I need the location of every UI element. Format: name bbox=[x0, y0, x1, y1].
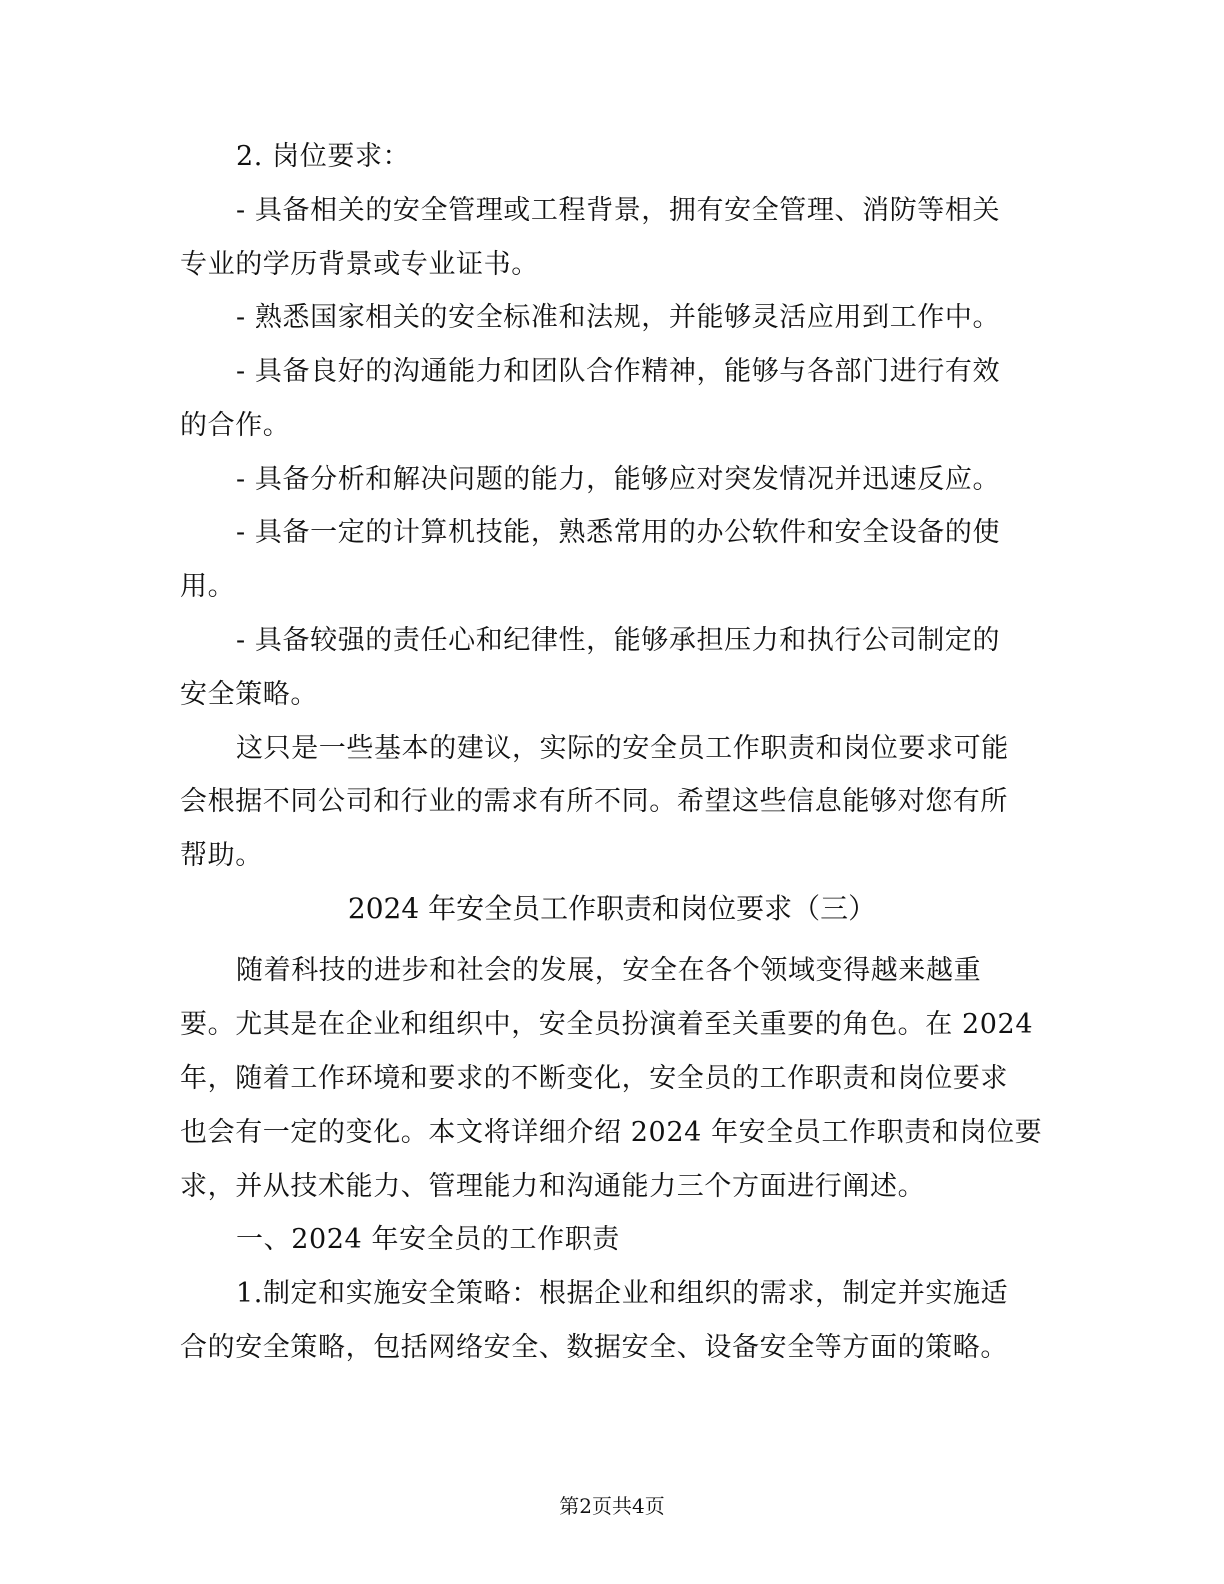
paragraph-line: 的合作。 bbox=[180, 410, 291, 441]
paragraph-line: - 熟悉国家相关的安全标准和法规，并能够灵活应用到工作中。 bbox=[236, 302, 1001, 333]
page-number-footer: 第2页共4页 bbox=[559, 1494, 665, 1518]
paragraph-line: 要。尤其是在企业和组织中，安全员扮演着至关重要的角色。在 2024 bbox=[180, 1009, 1034, 1040]
paragraph-line: - 具备一定的计算机技能，熟悉常用的办公软件和安全设备的使 bbox=[236, 517, 1001, 548]
paragraph-line: 合的安全策略，包括网络安全、数据安全、设备安全等方面的策略。 bbox=[180, 1332, 1008, 1363]
paragraph-line: 也会有一定的变化。本文将详细介绍 2024 年安全员工作职责和岗位要 bbox=[180, 1117, 1043, 1148]
paragraph-line: - 具备良好的沟通能力和团队合作精神，能够与各部门进行有效 bbox=[236, 356, 1001, 387]
paragraph-line: 求，并从技术能力、管理能力和沟通能力三个方面进行阐述。 bbox=[180, 1171, 926, 1202]
paragraph-line: 专业的学历背景或专业证书。 bbox=[180, 249, 539, 280]
paragraph-line: 随着科技的进步和社会的发展，安全在各个领域变得越来越重 bbox=[236, 955, 982, 986]
paragraph-line: 用。 bbox=[180, 571, 236, 602]
subsection-heading: 一、2024 年安全员的工作职责 bbox=[236, 1224, 620, 1255]
paragraph-line: 这只是一些基本的建议，实际的安全员工作职责和岗位要求可能 bbox=[236, 733, 1009, 764]
paragraph-line: 安全策略。 bbox=[180, 679, 318, 710]
paragraph-line: - 具备相关的安全管理或工程背景，拥有安全管理、消防等相关 bbox=[236, 195, 1001, 226]
paragraph-line: 会根据不同公司和行业的需求有所不同。希望这些信息能够对您有所 bbox=[180, 786, 1008, 817]
paragraph-line: 帮助。 bbox=[180, 840, 263, 871]
paragraph-line: 1.制定和实施安全策略：根据企业和组织的需求，制定并实施适 bbox=[236, 1278, 1009, 1309]
paragraph-line: 2. 岗位要求： bbox=[236, 141, 411, 172]
section-title: 2024 年安全员工作职责和岗位要求（三） bbox=[347, 892, 877, 925]
paragraph-line: 年，随着工作环境和要求的不断变化，安全员的工作职责和岗位要求 bbox=[180, 1063, 1008, 1094]
paragraph-line: - 具备较强的责任心和纪律性，能够承担压力和执行公司制定的 bbox=[236, 625, 1001, 656]
paragraph-line: - 具备分析和解决问题的能力，能够应对突发情况并迅速反应。 bbox=[236, 464, 1001, 495]
